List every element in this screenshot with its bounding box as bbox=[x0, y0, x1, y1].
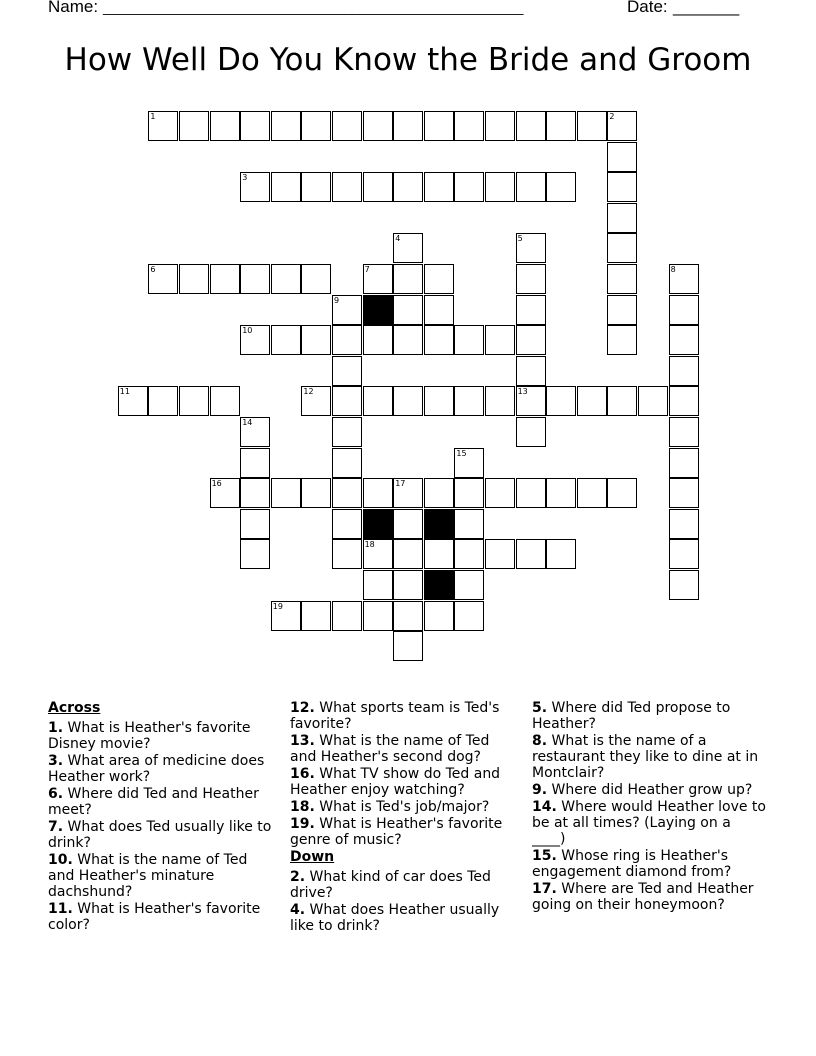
clue-number: 2 bbox=[609, 112, 615, 121]
grid-cell[interactable] bbox=[454, 448, 484, 478]
clue-item bbox=[48, 720, 278, 752]
grid-cell[interactable] bbox=[485, 478, 515, 508]
grid-cell[interactable] bbox=[424, 386, 454, 416]
grid-cell[interactable] bbox=[669, 356, 699, 386]
grid-cell[interactable] bbox=[669, 295, 699, 325]
clue-item bbox=[532, 700, 768, 732]
grid-cell[interactable] bbox=[363, 478, 393, 508]
clue-item-number: 6. bbox=[48, 786, 64, 802]
grid-cell[interactable] bbox=[393, 233, 423, 263]
clue-item-text: Where did Heather grow up? bbox=[547, 782, 753, 798]
clue-item-text: What does Ted usually like to drink? bbox=[48, 819, 272, 851]
clue-item-text: What is Heather's favorite color? bbox=[48, 901, 261, 933]
grid-cell[interactable] bbox=[424, 325, 454, 355]
grid-cell[interactable] bbox=[454, 386, 484, 416]
grid-cell[interactable] bbox=[516, 264, 546, 294]
grid-cell[interactable] bbox=[485, 386, 515, 416]
black-square bbox=[363, 295, 393, 325]
grid-cell[interactable] bbox=[516, 386, 546, 416]
grid-cell[interactable] bbox=[393, 111, 423, 141]
grid-cell[interactable] bbox=[393, 539, 423, 569]
clue-item-text: What does Heather usually like to drink? bbox=[290, 902, 500, 934]
grid-cell[interactable] bbox=[638, 386, 668, 416]
clue-item bbox=[290, 902, 520, 934]
grid-cell[interactable] bbox=[271, 478, 301, 508]
clue-item-number: 7. bbox=[48, 819, 64, 835]
clue-item-text: What is the name of a restaurant they like to dine at in Montclair? bbox=[532, 733, 759, 781]
grid-cell[interactable] bbox=[669, 386, 699, 416]
clue-item-number: 13. bbox=[290, 733, 315, 749]
clue-number: 9 bbox=[334, 295, 340, 305]
clue-item-text: What is the name of Ted and Heather's minature dachshund? bbox=[48, 852, 248, 900]
clue-item bbox=[290, 799, 520, 815]
grid-cell[interactable] bbox=[240, 539, 270, 569]
black-square bbox=[424, 570, 454, 600]
name-blank[interactable]: ______________________________________________________ bbox=[103, 0, 524, 15]
date-label: Date: bbox=[627, 0, 668, 16]
clues-column-1 bbox=[48, 700, 278, 934]
grid-cell[interactable] bbox=[332, 448, 362, 478]
clue-item-text: Where did Ted and Heather meet? bbox=[48, 786, 259, 818]
grid-cell[interactable] bbox=[240, 417, 270, 447]
grid-cell[interactable] bbox=[240, 448, 270, 478]
clue-number: 6 bbox=[150, 265, 156, 274]
grid-cell[interactable] bbox=[332, 325, 362, 355]
grid-cell[interactable] bbox=[301, 386, 331, 416]
clue-number: 11 bbox=[119, 387, 130, 397]
grid-cell[interactable] bbox=[607, 325, 637, 355]
clue-number: 8 bbox=[670, 265, 676, 274]
grid-cell[interactable] bbox=[179, 264, 209, 294]
clue-item-text: Where did Ted propose to Heather? bbox=[532, 700, 731, 732]
grid-cell[interactable] bbox=[485, 539, 515, 569]
grid-cell[interactable] bbox=[424, 264, 454, 294]
grid-cell[interactable] bbox=[454, 509, 484, 539]
clue-number: 16 bbox=[211, 479, 222, 489]
grid-cell[interactable] bbox=[210, 478, 240, 508]
grid-cell[interactable] bbox=[546, 172, 576, 202]
grid-cell[interactable] bbox=[271, 601, 301, 631]
grid-cell[interactable] bbox=[546, 478, 576, 508]
grid-cell[interactable] bbox=[363, 111, 393, 141]
clue-item bbox=[290, 700, 520, 732]
grid-cell[interactable] bbox=[301, 264, 331, 294]
clue-item bbox=[48, 786, 278, 818]
grid-cell[interactable] bbox=[424, 172, 454, 202]
grid-cell[interactable] bbox=[669, 509, 699, 539]
clue-number: 15 bbox=[456, 448, 467, 458]
grid-cell[interactable] bbox=[669, 417, 699, 447]
name-label: Name: bbox=[48, 0, 99, 16]
clue-item-number: 11. bbox=[48, 901, 73, 917]
clue-number: 12 bbox=[303, 387, 314, 397]
grid-cell[interactable] bbox=[393, 631, 423, 661]
puzzle-title: How Well Do You Know the Bride and Groom bbox=[64, 42, 752, 78]
clue-item-number: 2. bbox=[290, 869, 306, 885]
grid-cell[interactable] bbox=[210, 264, 240, 294]
grid-cell[interactable] bbox=[240, 111, 270, 141]
grid-cell[interactable] bbox=[454, 478, 484, 508]
grid-cell[interactable] bbox=[271, 111, 301, 141]
grid-cell[interactable] bbox=[485, 325, 515, 355]
clue-item-number: 18. bbox=[290, 799, 315, 815]
grid-cell[interactable] bbox=[516, 111, 546, 141]
grid-cell[interactable] bbox=[485, 172, 515, 202]
grid-cell[interactable] bbox=[301, 325, 331, 355]
grid-cell[interactable] bbox=[240, 478, 270, 508]
clue-item bbox=[290, 766, 520, 798]
grid-cell[interactable] bbox=[516, 539, 546, 569]
grid-cell[interactable] bbox=[332, 478, 362, 508]
grid-cell[interactable] bbox=[393, 264, 423, 294]
grid-cell[interactable] bbox=[577, 386, 607, 416]
grid-cell[interactable] bbox=[148, 264, 178, 294]
grid-cell[interactable] bbox=[301, 478, 331, 508]
grid-cell[interactable] bbox=[301, 172, 331, 202]
grid-cell[interactable] bbox=[577, 111, 607, 141]
clue-item-number: 12. bbox=[290, 700, 315, 716]
clue-item bbox=[290, 869, 520, 901]
black-square bbox=[424, 509, 454, 539]
grid-cell[interactable] bbox=[332, 386, 362, 416]
grid-cell[interactable] bbox=[424, 295, 454, 325]
grid-cell[interactable] bbox=[516, 478, 546, 508]
grid-cell[interactable] bbox=[332, 295, 362, 325]
clue-number: 18 bbox=[364, 540, 375, 550]
grid-cell[interactable] bbox=[424, 111, 454, 141]
clue-number: 5 bbox=[517, 234, 523, 244]
grid-cell[interactable] bbox=[210, 111, 240, 141]
clue-item bbox=[48, 901, 278, 933]
clue-item-number: 17. bbox=[532, 881, 557, 897]
clue-item bbox=[532, 733, 768, 781]
grid-cell[interactable] bbox=[332, 111, 362, 141]
grid-cell[interactable] bbox=[546, 111, 576, 141]
grid-cell[interactable] bbox=[516, 233, 546, 263]
grid-cell[interactable] bbox=[607, 295, 637, 325]
grid-cell[interactable] bbox=[118, 386, 148, 416]
grid-cell[interactable] bbox=[363, 539, 393, 569]
grid-cell[interactable] bbox=[393, 172, 423, 202]
grid-cell[interactable] bbox=[393, 478, 423, 508]
clue-item bbox=[532, 881, 768, 913]
clue-item-text: What kind of car does Ted drive? bbox=[290, 869, 491, 901]
grid-cell[interactable] bbox=[332, 356, 362, 386]
clue-item bbox=[532, 782, 768, 798]
grid-cell[interactable] bbox=[424, 539, 454, 569]
grid-cell[interactable] bbox=[607, 172, 637, 202]
grid-cell[interactable] bbox=[240, 172, 270, 202]
grid-cell[interactable] bbox=[516, 295, 546, 325]
grid-cell[interactable] bbox=[240, 509, 270, 539]
grid-cell[interactable] bbox=[363, 172, 393, 202]
grid-cell[interactable] bbox=[516, 172, 546, 202]
grid-cell[interactable] bbox=[210, 386, 240, 416]
grid-cell[interactable] bbox=[363, 325, 393, 355]
grid-cell[interactable] bbox=[454, 570, 484, 600]
grid-cell[interactable] bbox=[393, 295, 423, 325]
clue-item-text: What area of medicine does Heather work? bbox=[48, 753, 265, 785]
clue-item-text: What is Heather's favorite genre of music? bbox=[290, 816, 503, 848]
clue-item bbox=[48, 852, 278, 900]
clue-item-number: 8. bbox=[532, 733, 548, 749]
clue-number: 7 bbox=[364, 265, 370, 274]
grid-cell[interactable] bbox=[301, 111, 331, 141]
clue-number: 19 bbox=[272, 601, 283, 611]
grid-cell[interactable] bbox=[332, 509, 362, 539]
grid-cell[interactable] bbox=[669, 325, 699, 355]
clue-number: 13 bbox=[517, 387, 528, 397]
grid-cell[interactable] bbox=[271, 172, 301, 202]
clue-number: 14 bbox=[242, 418, 253, 427]
clue-item-number: 4. bbox=[290, 902, 306, 918]
clue-item bbox=[290, 733, 520, 765]
grid-cell[interactable] bbox=[148, 111, 178, 141]
clue-item-text: Where would Heather love to be at all times? (Laying on a ____) bbox=[532, 799, 766, 847]
grid-cell[interactable] bbox=[363, 264, 393, 294]
grid-cell[interactable] bbox=[240, 325, 270, 355]
across-heading: Across bbox=[48, 700, 101, 716]
grid-cell[interactable] bbox=[271, 325, 301, 355]
grid-cell[interactable] bbox=[332, 539, 362, 569]
grid-cell[interactable] bbox=[607, 386, 637, 416]
grid-cell[interactable] bbox=[332, 417, 362, 447]
clue-item-text: What sports team is Ted's favorite? bbox=[290, 700, 500, 732]
grid-cell[interactable] bbox=[607, 111, 637, 141]
grid-cell[interactable] bbox=[240, 264, 270, 294]
clue-item-number: 14. bbox=[532, 799, 557, 815]
grid-cell[interactable] bbox=[546, 386, 576, 416]
grid-cell[interactable] bbox=[607, 233, 637, 263]
clue-number: 1 bbox=[150, 112, 156, 121]
clue-item-number: 1. bbox=[48, 720, 64, 736]
clue-item-text: What is Heather's favorite Disney movie? bbox=[48, 720, 251, 752]
clue-item bbox=[48, 819, 278, 851]
grid-cell[interactable] bbox=[454, 601, 484, 631]
clue-item bbox=[532, 799, 768, 847]
grid-cell[interactable] bbox=[393, 386, 423, 416]
clue-number: 4 bbox=[395, 234, 401, 244]
grid-cell[interactable] bbox=[669, 478, 699, 508]
clues-column-2 bbox=[290, 700, 520, 935]
clue-item bbox=[48, 753, 278, 785]
grid-cell[interactable] bbox=[393, 509, 423, 539]
clues-column-3 bbox=[532, 700, 768, 914]
clue-number: 3 bbox=[242, 173, 248, 183]
date-blank[interactable]: _______ bbox=[673, 0, 740, 16]
grid-cell[interactable] bbox=[179, 386, 209, 416]
grid-cell[interactable] bbox=[546, 539, 576, 569]
grid-cell[interactable] bbox=[454, 325, 484, 355]
clue-item-number: 10. bbox=[48, 852, 73, 868]
grid-cell[interactable] bbox=[454, 172, 484, 202]
clue-number: 10 bbox=[242, 326, 253, 336]
grid-cell[interactable] bbox=[669, 264, 699, 294]
grid-cell[interactable] bbox=[363, 570, 393, 600]
grid-cell[interactable] bbox=[424, 478, 454, 508]
grid-cell[interactable] bbox=[485, 111, 515, 141]
grid-cell[interactable] bbox=[363, 386, 393, 416]
clue-item-number: 9. bbox=[532, 782, 548, 798]
grid-cell[interactable] bbox=[393, 570, 423, 600]
clue-item bbox=[290, 816, 520, 848]
clue-item-number: 15. bbox=[532, 848, 557, 864]
clue-item-number: 19. bbox=[290, 816, 315, 832]
grid-cell[interactable] bbox=[669, 448, 699, 478]
clue-item-text: What is Ted's job/major? bbox=[314, 799, 490, 815]
grid-cell[interactable] bbox=[148, 386, 178, 416]
grid-cell[interactable] bbox=[669, 539, 699, 569]
grid-cell[interactable] bbox=[607, 264, 637, 294]
grid-cell[interactable] bbox=[454, 539, 484, 569]
grid-cell[interactable] bbox=[607, 203, 637, 233]
clue-item-text: Whose ring is Heather's engagement diamond from? bbox=[532, 848, 732, 880]
grid-cell[interactable] bbox=[424, 601, 454, 631]
grid-cell[interactable] bbox=[393, 601, 423, 631]
grid-cell[interactable] bbox=[332, 172, 362, 202]
grid-cell[interactable] bbox=[577, 478, 607, 508]
grid-cell[interactable] bbox=[363, 601, 393, 631]
down-heading: Down bbox=[290, 849, 335, 865]
grid-cell[interactable] bbox=[301, 601, 331, 631]
grid-cell[interactable] bbox=[516, 417, 546, 447]
grid-cell[interactable] bbox=[669, 570, 699, 600]
grid-cell[interactable] bbox=[454, 111, 484, 141]
grid-cell[interactable] bbox=[271, 264, 301, 294]
clue-item bbox=[532, 848, 768, 880]
grid-cell[interactable] bbox=[607, 142, 637, 172]
grid-cell[interactable] bbox=[516, 325, 546, 355]
clue-item-text: What is the name of Ted and Heather's second dog? bbox=[290, 733, 490, 765]
grid-cell[interactable] bbox=[607, 478, 637, 508]
grid-cell[interactable] bbox=[179, 111, 209, 141]
clue-item-number: 16. bbox=[290, 766, 315, 782]
clue-item-text: What TV show do Ted and Heather enjoy watching? bbox=[290, 766, 501, 798]
grid-cell[interactable] bbox=[516, 356, 546, 386]
clue-item-text: Where are Ted and Heather going on their honeymoon? bbox=[532, 881, 754, 913]
clue-item-number: 3. bbox=[48, 753, 64, 769]
black-square bbox=[363, 509, 393, 539]
clue-number: 17 bbox=[395, 479, 406, 489]
clue-item-number: 5. bbox=[532, 700, 548, 716]
grid-cell[interactable] bbox=[332, 601, 362, 631]
grid-cell[interactable] bbox=[393, 325, 423, 355]
